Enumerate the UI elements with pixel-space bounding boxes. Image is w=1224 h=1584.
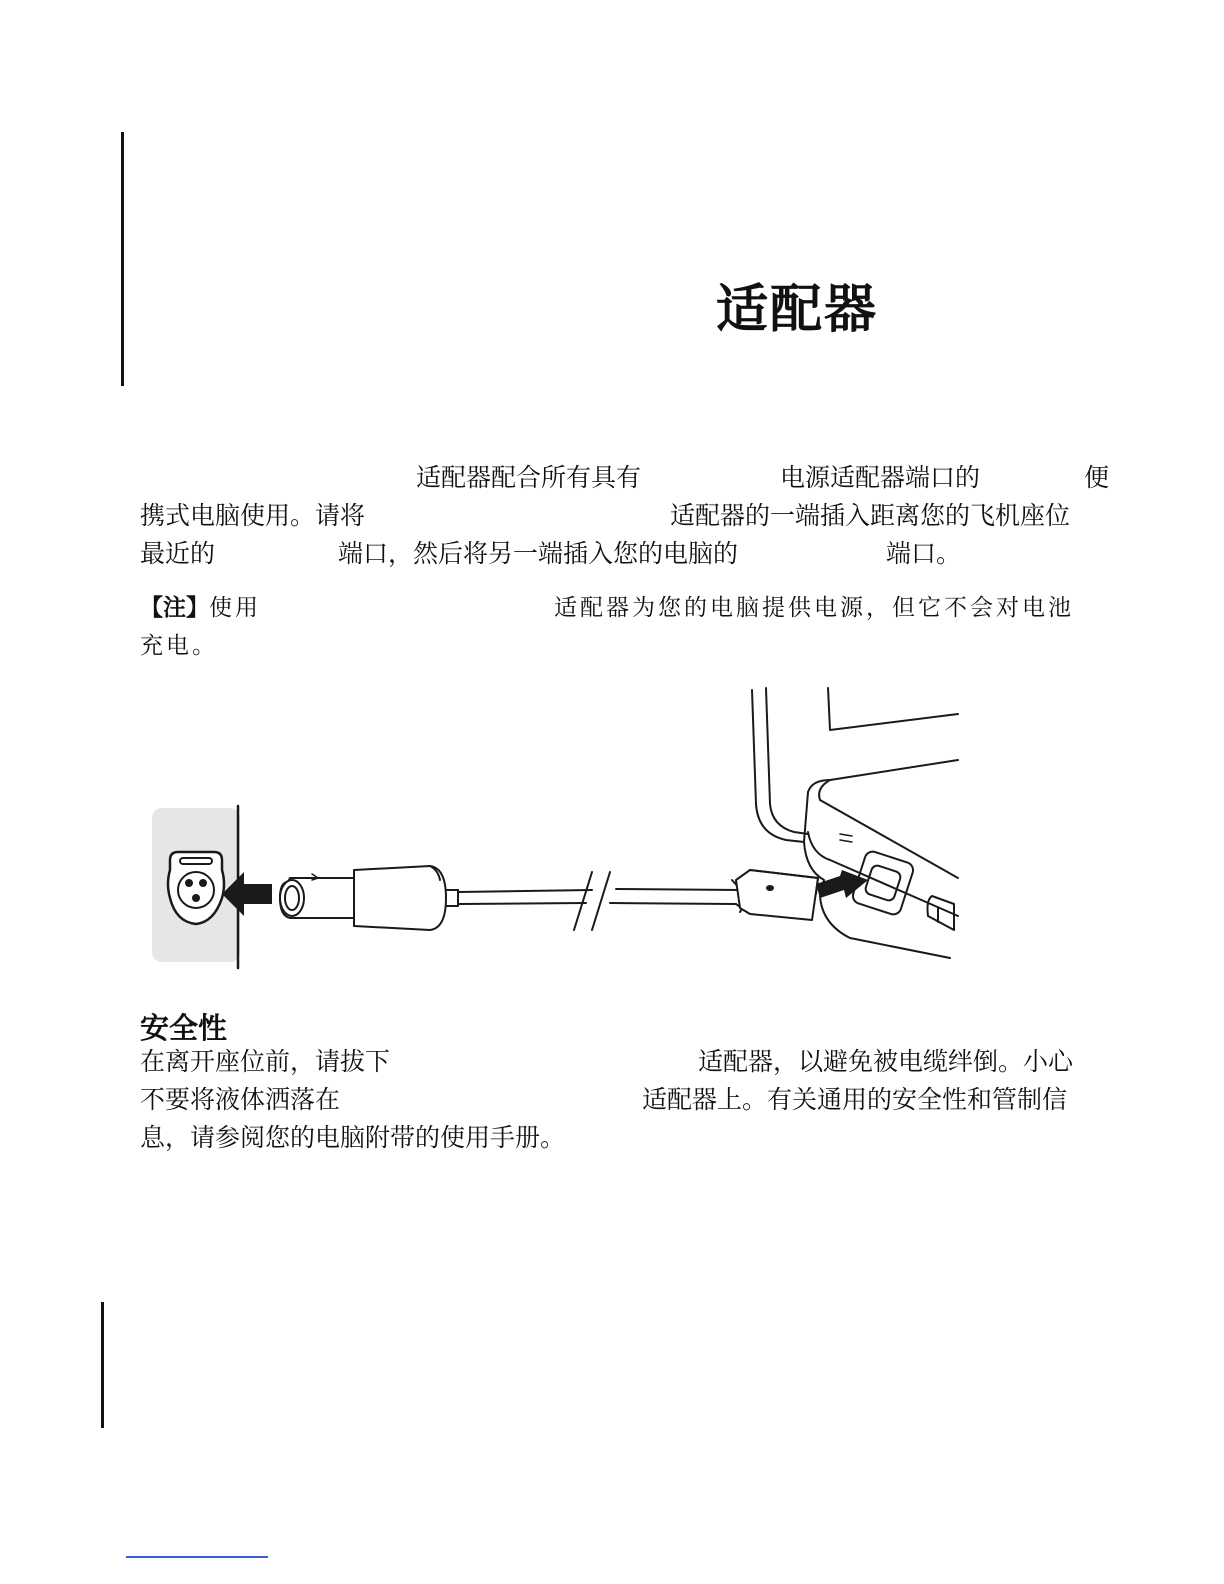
note-line-1-text: 使用 [209, 595, 261, 621]
safety-line-3: 息，请参阅您的电脑附带的使用手册。 [140, 1123, 566, 1152]
intro-line-2-part-2: 适配器的一端插入距离您的飞机座位 [670, 501, 1071, 530]
intro-line-1-part-2: 电源适配器端口的 [780, 463, 981, 492]
safety-line-1-part-1: 在离开座位前，请拔下 [140, 1047, 391, 1076]
seat-power-port-icon [152, 806, 240, 968]
chapter-margin-bar-bottom [101, 1302, 104, 1428]
chapter-margin-bar-top [121, 132, 124, 386]
intro-line-2-part-1: 携式电脑使用。请将 [140, 501, 366, 530]
intro-line-3-part-3: 端口。 [886, 539, 962, 568]
safety-line-2-part-1: 不要将液体洒落在 [140, 1085, 341, 1114]
note-line-2: 充电。 [140, 633, 218, 659]
page-title: 适配器 [716, 280, 879, 340]
note-tag: 【注】 [140, 595, 209, 621]
intro-line-3-part-1: 最近的 [140, 539, 216, 568]
intro-line-3-part-2: 端口，然后将另一端插入您的电脑的 [338, 539, 739, 568]
safety-line-1-part-2: 适配器，以避免被电缆绊倒。小心 [698, 1047, 1074, 1076]
safety-line-2-part-2: 适配器上。有关通用的安全性和管制信 [642, 1085, 1068, 1114]
intro-line-1-part-1: 适配器配合所有具有 [416, 463, 642, 492]
magsafe-connector-icon [732, 870, 818, 920]
adapter-connection-illustration [140, 684, 980, 974]
footer-underline [126, 1556, 268, 1558]
safety-heading: 安全性 [140, 1011, 228, 1045]
note-line-1-part-2: 适配器为您的电脑提供电源，但它不会对电池 [554, 595, 1074, 621]
intro-line-1-part-3: 便 [1084, 463, 1110, 492]
note-line-1-part-1 [140, 590, 261, 626]
adapter-plug-icon [280, 866, 458, 930]
